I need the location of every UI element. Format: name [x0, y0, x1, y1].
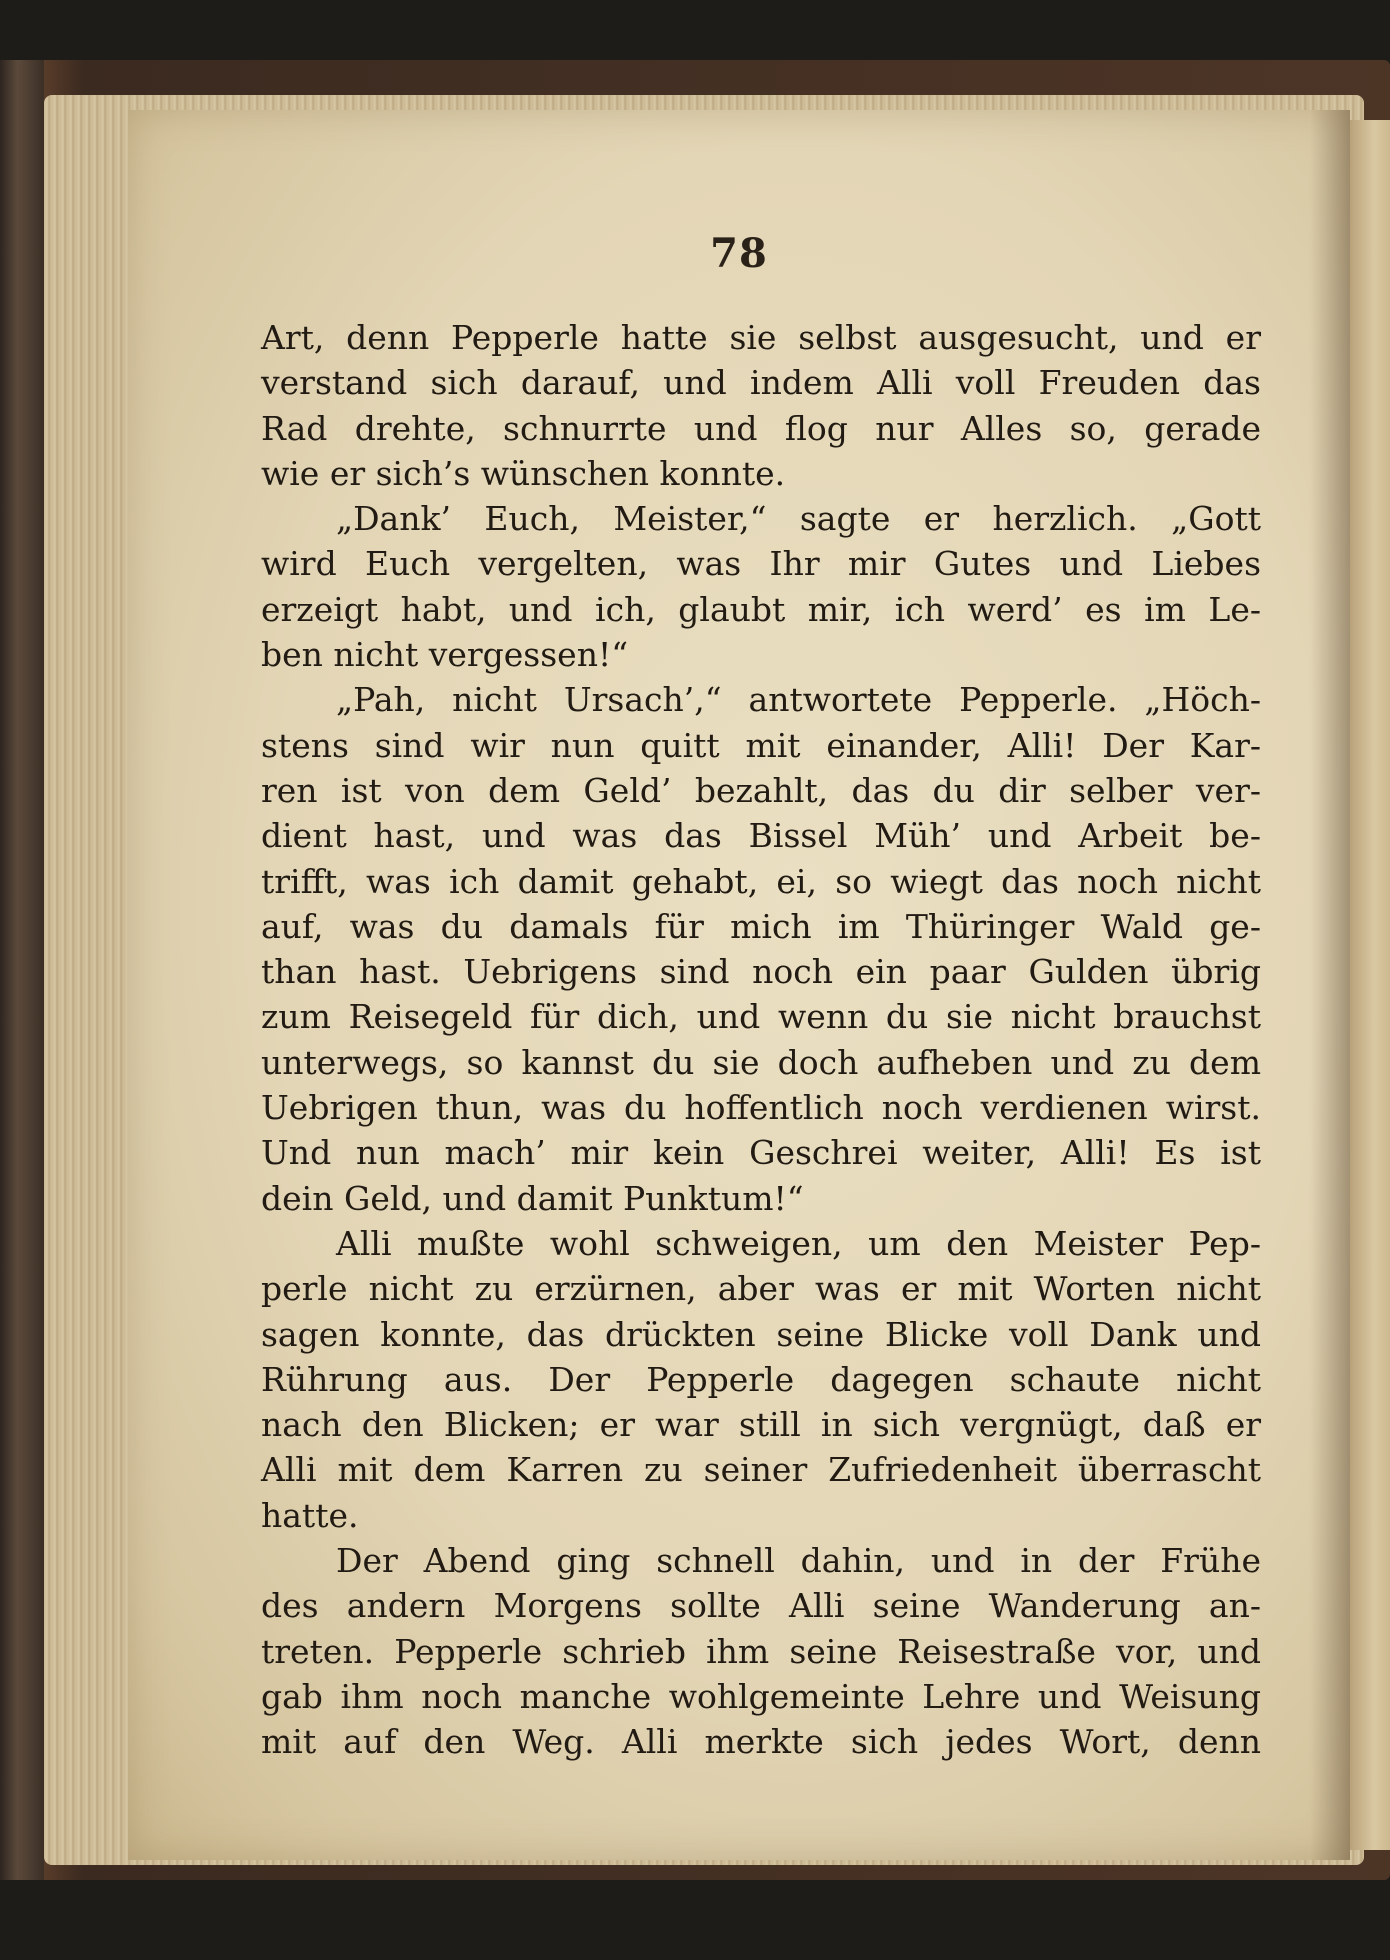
text-line: Der Abend ging schnell dahin, und in der Frühe — [336, 1541, 1261, 1581]
text-line: trifft, was ich damit gehabt, ei, so wiegt das noch nicht — [261, 861, 1261, 901]
facing-page-edge — [1350, 120, 1390, 1850]
text-line: sagen konnte, das drückten seine Blicke voll Dank und — [261, 1314, 1261, 1354]
text-line: stens sind wir nun quitt mit einander, Alli! Der Kar- — [261, 725, 1261, 765]
text-line: dient hast, und was das Bissel Müh’ und Arbeit be- — [261, 816, 1261, 856]
text-line: auf, was du damals für mich im Thüringer Wald ge- — [261, 906, 1261, 946]
text-line: hatte. — [261, 1495, 359, 1535]
text-line: ben nicht vergessen!“ — [261, 635, 629, 675]
text-line: erzeigt habt, und ich, glaubt mir, ich werd’ es im Le- — [261, 589, 1261, 629]
text-line: treten. Pepperle schrieb ihm seine Reisestraße vor, und — [261, 1631, 1261, 1671]
text-line: perle nicht zu erzürnen, aber was er mit Worten nicht — [261, 1269, 1261, 1309]
gutter-shadow — [1310, 110, 1350, 1860]
text-line: verstand sich darauf, und indem Alli voll Freuden das — [261, 363, 1261, 403]
text-line: mit auf den Weg. Alli merkte sich jedes Wort, denn — [261, 1722, 1261, 1762]
text-line: „Dank’ Euch, Meister,“ sagte er herzlich. „Gott — [336, 499, 1261, 539]
text-line: unterwegs, so kannst du sie doch aufheben und zu dem — [261, 1042, 1261, 1082]
book-spine — [0, 60, 44, 1880]
text-line: nach den Blicken; er war still in sich vergnügt, daß er — [261, 1405, 1261, 1445]
text-line: Und nun mach’ mir kein Geschrei weiter, Alli! Es ist — [261, 1133, 1261, 1173]
text-line: wie er sich’s wünschen konnte. — [261, 453, 786, 493]
text-line: Alli mußte wohl schweigen, um den Meister Pep- — [336, 1223, 1261, 1263]
text-line: Rad drehte, schnurrte und flog nur Alles so, gerade — [261, 408, 1261, 448]
text-line: Art, denn Pepperle hatte sie selbst ausgesucht, und er — [261, 318, 1261, 357]
text-line: des andern Morgens sollte Alli seine Wanderung an- — [261, 1586, 1261, 1626]
text-line: zum Reisegeld für dich, und wenn du sie nicht brauchst — [261, 997, 1261, 1037]
text-line: „Pah, nicht Ursach’,“ antwortete Pepperle. „Höch- — [336, 680, 1261, 720]
text-line: dein Geld, und damit Punktum!“ — [261, 1178, 804, 1218]
text-line: than hast. Uebrigens sind noch ein paar Gulden übrig — [261, 952, 1261, 992]
text-line: wird Euch vergelten, was Ihr mir Gutes und Liebes — [261, 544, 1261, 584]
text-line: Uebrigen thun, was du hoffentlich noch verdienen wirst. — [261, 1088, 1261, 1128]
book-page — [128, 110, 1350, 1860]
text-line: Rührung aus. Der Pepperle dagegen schaute nicht — [261, 1359, 1261, 1399]
text-line: gab ihm noch manche wohlgemeinte Lehre und Weisung — [261, 1676, 1261, 1716]
page-number: 78 — [710, 230, 768, 277]
page-text — [261, 315, 1261, 1765]
text-line: ren ist von dem Geld’ bezahlt, das du dir selber ver- — [261, 770, 1261, 810]
text-line: Alli mit dem Karren zu seiner Zufriedenheit überrascht — [261, 1450, 1261, 1490]
